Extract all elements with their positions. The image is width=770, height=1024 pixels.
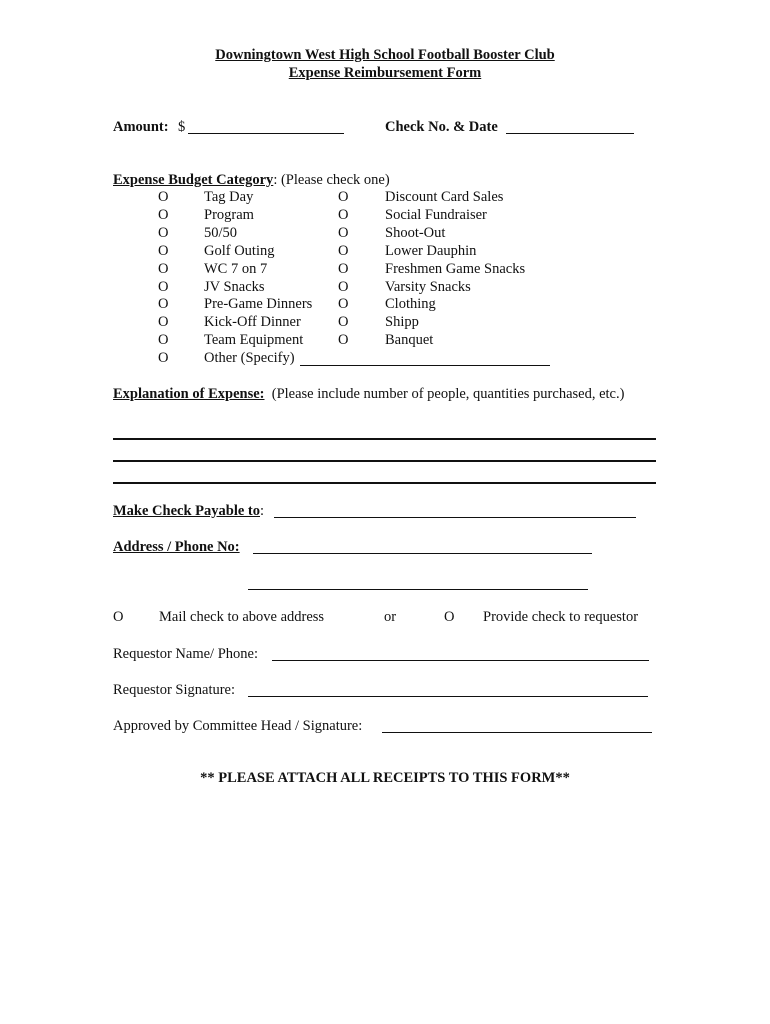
category-radio[interactable]: O	[338, 296, 349, 312]
category-radio[interactable]: O	[158, 350, 169, 366]
mail-check-radio[interactable]: O	[113, 609, 124, 625]
category-option-label: Other (Specify)	[204, 350, 295, 366]
address-field[interactable]	[253, 553, 592, 554]
category-radio[interactable]: O	[338, 279, 349, 295]
category-option-label: WC 7 on 7	[204, 261, 268, 277]
approved-label: Approved by Committee Head / Signature:	[113, 718, 363, 734]
category-option-label: Golf Outing	[204, 243, 275, 259]
category-option-label: Kick-Off Dinner	[204, 314, 301, 330]
requestor-name-label: Requestor Name/ Phone:	[113, 646, 258, 662]
provide-check-radio[interactable]: O	[444, 609, 455, 625]
category-radio[interactable]: O	[338, 225, 349, 241]
category-radio[interactable]: O	[158, 225, 169, 241]
category-radio[interactable]: O	[158, 261, 169, 277]
category-option-label: 50/50	[204, 225, 238, 241]
category-radio[interactable]: O	[158, 207, 169, 223]
category-radio[interactable]: O	[338, 314, 349, 330]
amount-label: Amount:	[113, 119, 169, 135]
category-label: Expense Budget Category	[113, 172, 274, 188]
category-radio[interactable]: O	[158, 296, 169, 312]
address-field-line-2[interactable]	[248, 589, 588, 590]
category-option-label: JV Snacks	[204, 279, 265, 295]
provide-check-label: Provide check to requestor	[483, 609, 639, 625]
category-option-label: Lower Dauphin	[385, 243, 477, 259]
payable-colon: :	[260, 503, 265, 519]
category-option-label: Program	[204, 207, 254, 223]
category-option-label: Varsity Snacks	[385, 279, 471, 295]
or-text: or	[384, 609, 397, 625]
category-radio[interactable]: O	[338, 332, 349, 348]
check-field[interactable]	[506, 133, 634, 134]
check-label: Check No. & Date	[385, 119, 498, 135]
other-specify-field[interactable]	[300, 365, 550, 366]
category-radio[interactable]: O	[158, 279, 169, 295]
mail-check-label: Mail check to above address	[159, 609, 325, 625]
category-option-label: Freshmen Game Snacks	[385, 261, 526, 277]
form-subtitle: Expense Reimbursement Form	[288, 65, 482, 81]
category-radio[interactable]: O	[338, 261, 349, 277]
category-radio[interactable]: O	[338, 189, 349, 205]
requestor-signature-field[interactable]	[248, 696, 648, 697]
category-radio[interactable]: O	[158, 314, 169, 330]
category-instruction: : (Please check one)	[273, 172, 390, 188]
explanation-label: Explanation of Expense:	[113, 386, 265, 402]
explanation-line[interactable]	[113, 482, 656, 484]
attach-receipts-note: ** PLEASE ATTACH ALL RECEIPTS TO THIS FORM**	[200, 770, 570, 786]
payable-field[interactable]	[274, 517, 636, 518]
category-radio[interactable]: O	[158, 332, 169, 348]
form-title: Downingtown West High School Football Booster Club	[215, 47, 555, 63]
approved-signature-field[interactable]	[382, 732, 652, 733]
category-heading	[113, 172, 390, 189]
explanation-heading	[113, 386, 624, 403]
category-radio[interactable]: O	[338, 243, 349, 259]
payable-label: Make Check Payable to	[113, 503, 260, 519]
explanation-line[interactable]	[113, 438, 656, 440]
category-radio[interactable]: O	[158, 243, 169, 259]
requestor-name-field[interactable]	[272, 660, 649, 661]
category-radio[interactable]: O	[338, 207, 349, 223]
category-option-label: Social Fundraiser	[385, 207, 487, 223]
currency-symbol: $	[178, 119, 186, 135]
category-radio[interactable]: O	[158, 189, 169, 205]
category-option-label: Clothing	[385, 296, 436, 312]
category-option-label: Discount Card Sales	[385, 189, 504, 205]
requestor-signature-label: Requestor Signature:	[113, 682, 236, 698]
category-option-label: Tag Day	[204, 189, 254, 205]
category-option-label: Shoot-Out	[385, 225, 446, 241]
category-option-label: Team Equipment	[204, 332, 304, 348]
payable-heading	[113, 503, 264, 520]
explanation-instruction: (Please include number of people, quantities purchased, etc.)	[271, 386, 625, 402]
address-label: Address / Phone No:	[113, 539, 240, 555]
amount-field[interactable]	[188, 133, 344, 134]
category-option-label: Shipp	[385, 314, 419, 330]
explanation-line[interactable]	[113, 460, 656, 462]
category-option-label: Pre-Game Dinners	[204, 296, 313, 312]
category-option-label: Banquet	[385, 332, 434, 348]
